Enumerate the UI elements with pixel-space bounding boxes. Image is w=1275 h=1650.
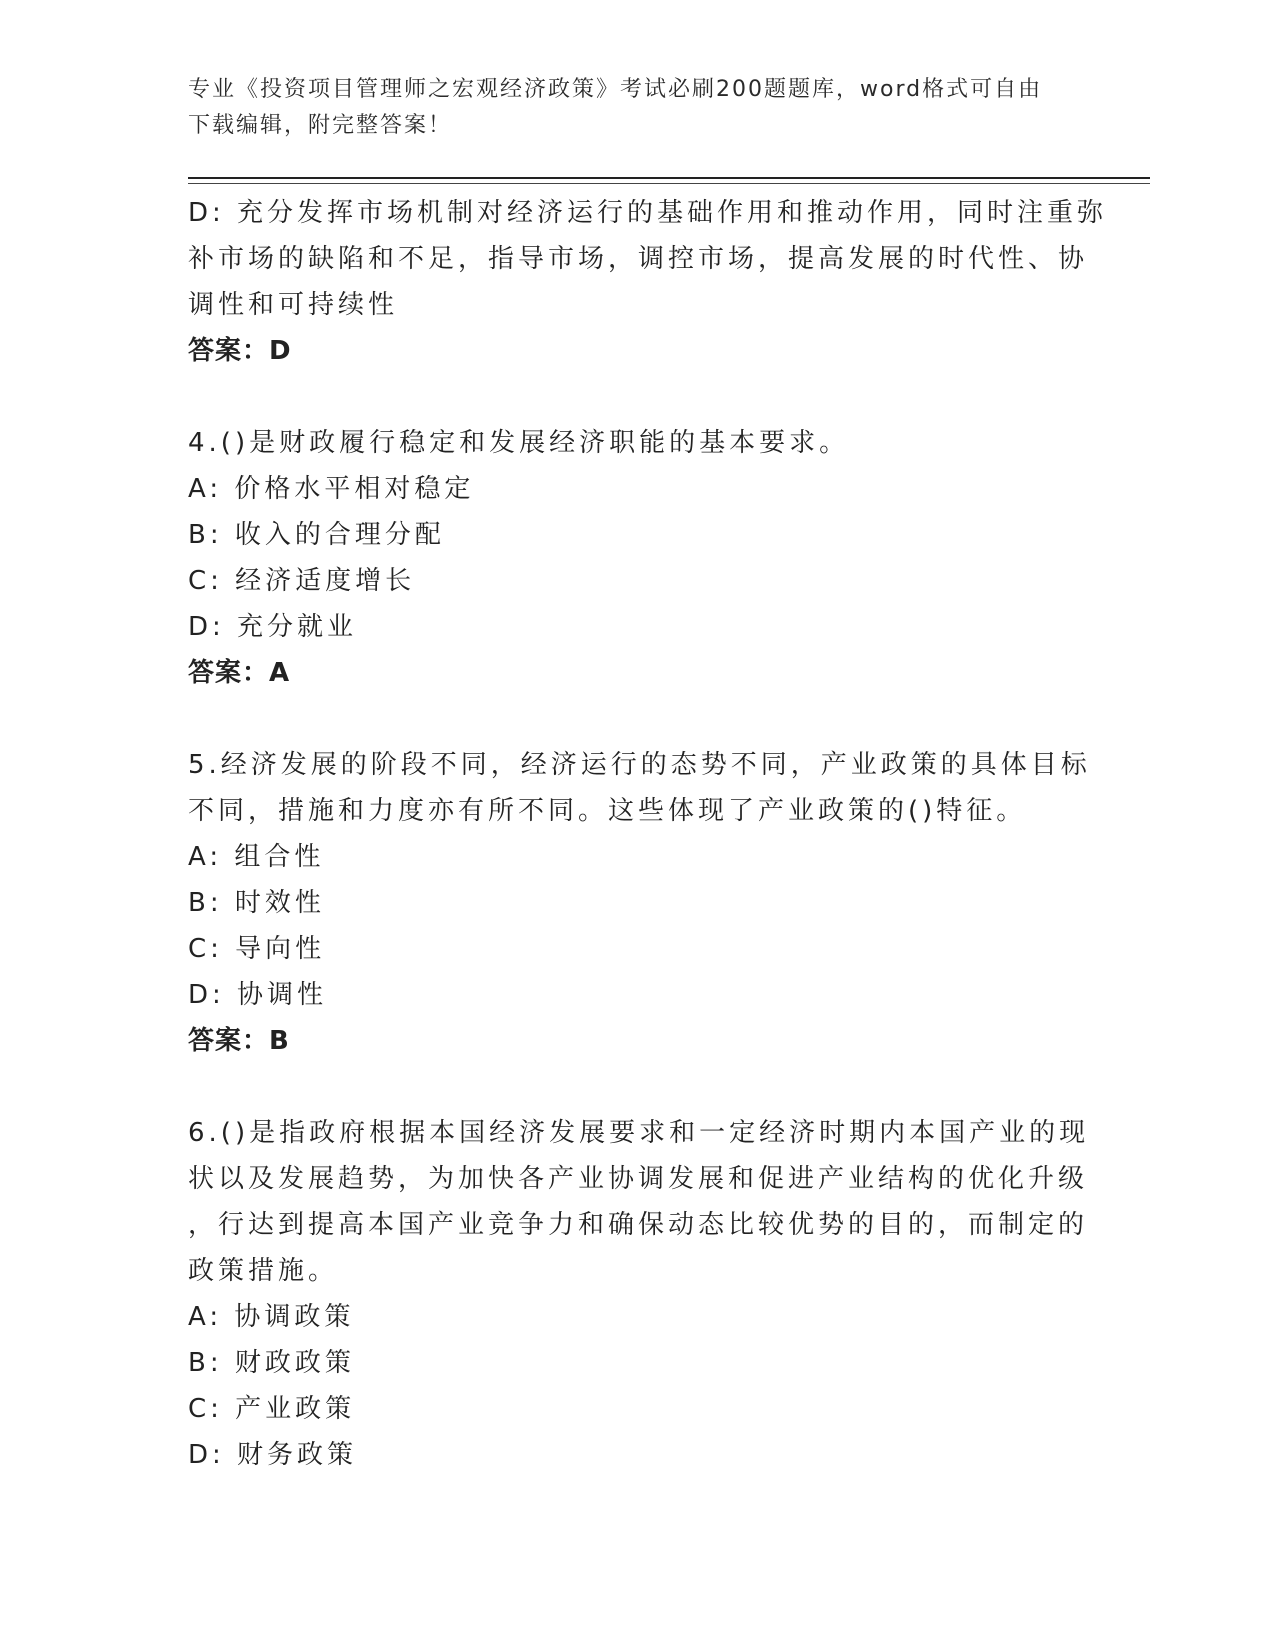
option-b: B: 时效性 bbox=[188, 888, 325, 918]
header-divider-thick bbox=[188, 177, 1150, 179]
question-stem-line-4: 政策措施。 bbox=[188, 1256, 339, 1286]
spacer bbox=[188, 696, 1088, 742]
header-line-1: 专业《投资项目管理师之宏观经济政策》考试必刷200题题库，word格式可自由 bbox=[188, 77, 1043, 102]
header-divider-thin bbox=[188, 183, 1150, 184]
question-stem-line-2: 不同，措施和力度亦有所不同。这些体现了产业政策的()特征。 bbox=[188, 796, 1027, 826]
question-6 bbox=[188, 1110, 1088, 1478]
option-a: A: 价格水平相对稳定 bbox=[188, 474, 475, 504]
option-d: D: 充分就业 bbox=[188, 612, 358, 642]
header-line-2: 下载编辑，附完整答案！ bbox=[188, 113, 453, 138]
option-b: B: 收入的合理分配 bbox=[188, 520, 445, 550]
question-content bbox=[188, 190, 1108, 1478]
question-stem-line-1: 5.经济发展的阶段不同，经济运行的态势不同，产业政策的具体目标 bbox=[188, 750, 1091, 780]
option-d: D: 协调性 bbox=[188, 980, 328, 1010]
option-d-line-2: 补市场的缺陷和不足，指导市场，调控市场，提高发展的时代性、协 bbox=[188, 244, 1089, 274]
option-d-line-3: 调性和可持续性 bbox=[188, 290, 399, 320]
question-stem-line-3: ，行达到提高本国产业竞争力和确保动态比较优势的目的，而制定的 bbox=[188, 1210, 1089, 1240]
option-a: A: 组合性 bbox=[188, 842, 325, 872]
answer-label: 答案：B bbox=[188, 1026, 290, 1056]
option-d: D: 财务政策 bbox=[188, 1440, 358, 1470]
question-5 bbox=[188, 742, 1091, 1064]
option-c: C: 产业政策 bbox=[188, 1394, 356, 1424]
spacer bbox=[188, 374, 1088, 420]
answer-label: 答案：A bbox=[188, 658, 291, 688]
question-stem: 4.()是财政履行稳定和发展经济职能的基本要求。 bbox=[188, 428, 850, 458]
spacer bbox=[188, 1064, 1088, 1110]
question-4 bbox=[188, 420, 1088, 696]
option-a: A: 协调政策 bbox=[188, 1302, 355, 1332]
option-d-line-1: D: 充分发挥市场机制对经济运行的基础作用和推动作用，同时注重弥 bbox=[188, 198, 1108, 228]
answer-label: 答案：D bbox=[188, 336, 292, 366]
question-3-tail bbox=[188, 190, 1108, 374]
option-c: C: 经济适度增长 bbox=[188, 566, 416, 596]
option-b: B: 财政政策 bbox=[188, 1348, 355, 1378]
document-header bbox=[188, 72, 1088, 144]
question-stem-line-1: 6.()是指政府根据本国经济发展要求和一定经济时期内本国产业的现 bbox=[188, 1118, 1090, 1148]
question-stem-line-2: 状以及发展趋势，为加快各产业协调发展和促进产业结构的优化升级 bbox=[188, 1164, 1089, 1194]
option-c: C: 导向性 bbox=[188, 934, 326, 964]
